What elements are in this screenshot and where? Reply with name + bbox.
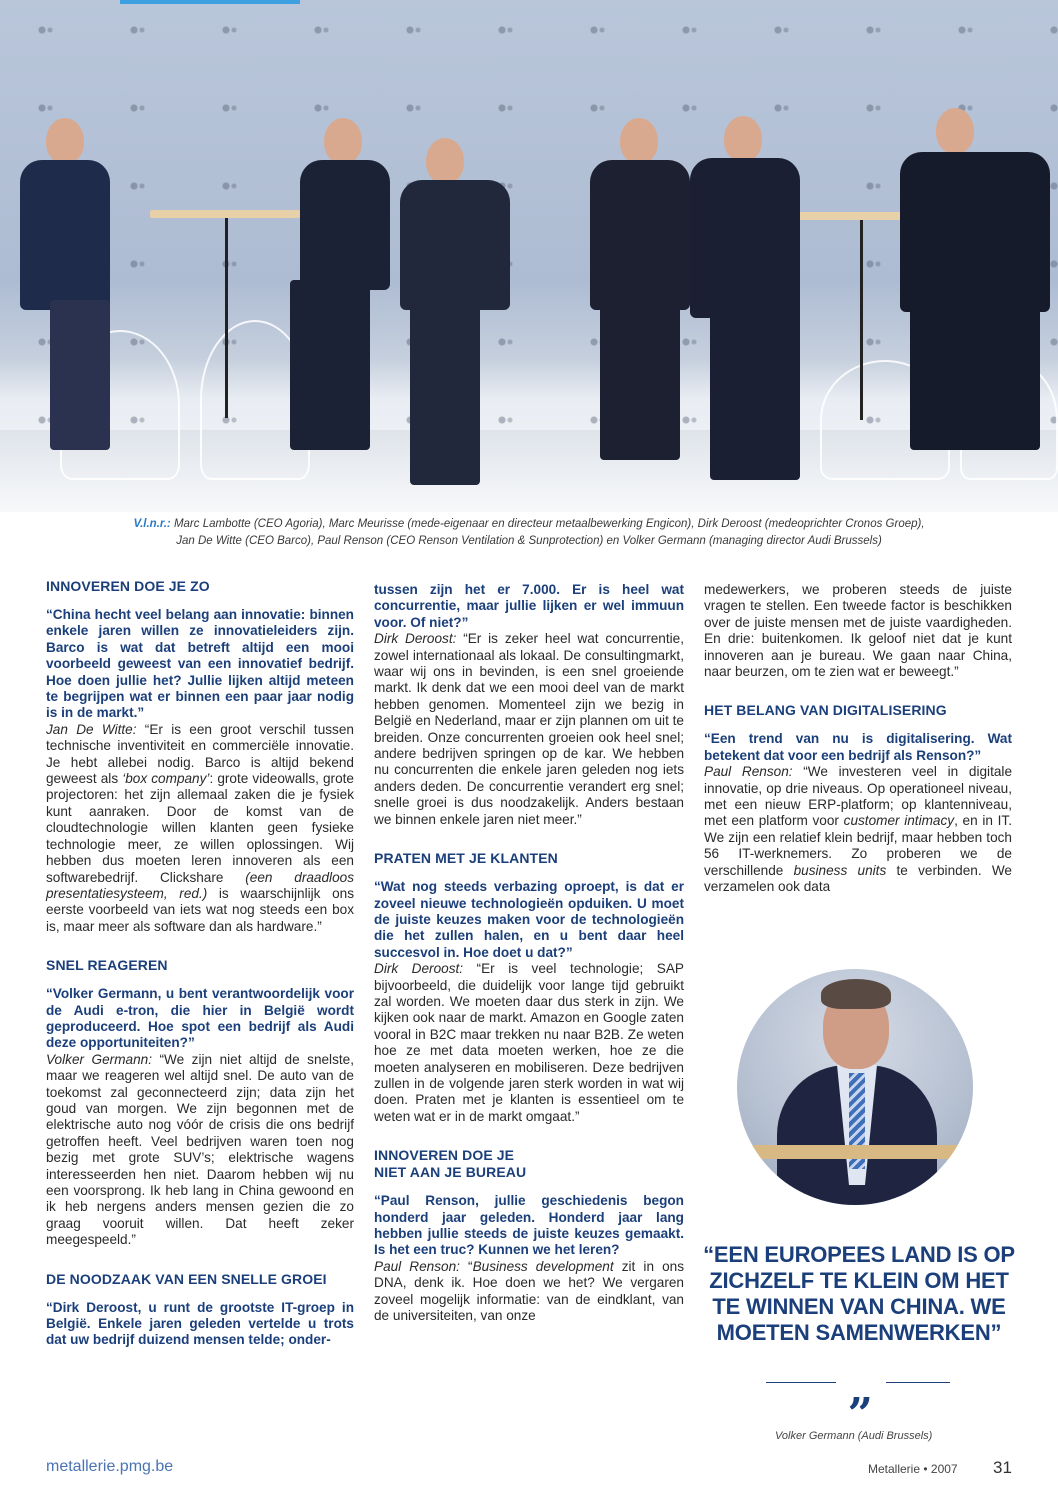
website-link[interactable]: metallerie.pmg.be	[46, 1458, 174, 1475]
section-heading: HET BELANG VAN DIGITALISERING	[704, 702, 947, 719]
quote-divider-right	[886, 1382, 950, 1383]
answer-text: is waarschijnlijk ons eerste voorbeeld van iets wat nog steeds een box is, maar meer als software dan als hardware.”	[46, 885, 355, 934]
section-heading: SNEL REAGEREN	[46, 957, 168, 974]
quote-mark-icon: „	[848, 1364, 874, 1415]
section-heading: INNOVEREN DOE JE ZO	[46, 578, 210, 594]
caption-lead: V.l.n.r.:	[133, 518, 171, 530]
speaker-name: Paul Renson:	[704, 764, 793, 780]
interview-question: tussen zijn het er 7.000. Er is heel wat concurrentie, maar jullie lijken er wel immuun voor. Of niet?”	[374, 582, 684, 630]
answer-text: “Er is zeker heel wat concurrentie, zowel internationaal als lokaal. De consultingmarkt, waar wij ons in bevinden, is een snel groeiende markt. Ik denk dat we een mooi deel van de markt hebben genomen. Momenteel zijn we bezig in België en Nederland, maar er zijn plannen om uit te breiden. Onze concurrenten groeien ook heel snel; andere bedrijven springen op de kar. We hebben nu concurrenten die enkele jaren geleden nog iets anders deden. De concurrentie verandert erg snel; snelle groei is dus noodzakelijk. Anders bestaan we binnen enkele jaren niet meer.”	[374, 631, 684, 827]
answer-emphasis: ‘box company’	[122, 771, 210, 787]
caption-line2: Jan De Witte (CEO Barco), Paul Renson (CEO Renson Ventilation & Sunprotection) en Volker Germann (managing director Audi Brussels)	[176, 535, 882, 547]
answer-text: zit in ons DNA, denk ik. Hoe doen we het? We vergaren zoveel mogelijk informatie: van de eindklant, van de universiteiten, van onze	[374, 1258, 685, 1324]
interview-question: “Volker Germann, u bent verantwoordelijk voor de Audi e-tron, die hier in België wordt geproduceerd. Hoe spot een bedrijf als Audi deze opportuniteiten?”	[46, 986, 354, 1051]
interview-question: “China hecht veel belang aan innovatie: binnen enkele jaren willen ze innovatieleiders zijn. Barco is wat dat betreft altijd een mooi voorbeeld geweest van een innovatief bedrijf. Hoe doen jullie het? Jullie lijken altijd meteen te begrijpen wat er binnen een paar jaar nodig is in de markt.”	[46, 607, 354, 721]
caption-line1: Marc Lambotte (CEO Agoria), Marc Meurisse (mede-eigenaar en directeur metaalbewerking Engicon), Dirk Deroost (medeoprichter Cronos Groep),	[170, 518, 925, 530]
answer-text: te verbinden. We verzamelen ook data	[704, 862, 1012, 895]
table-leg	[225, 218, 228, 418]
pull-quote: “EEN EUROPEES LAND IS OP ZICHZELF TE KLEIN OM HET TE WINNEN VAN CHINA. WE MOETEN SAMENWERKEN”	[703, 1242, 1015, 1345]
section-heading	[374, 1147, 684, 1181]
speaker-name: Dirk Deroost:	[374, 961, 464, 977]
answer-emphasis: business units	[793, 862, 887, 878]
answer-text: “We zijn niet altijd de snelste, maar we reageren wel altijd snel. De auto van de toekomst zal geconnecteerd zijn; data zijn het goud van morgen. We zijn begonnen met de elektrische auto nog vóór de crisis die ons bedrijf getroffen heeft. Veel bedrijven waren toen nog bezig met grote SUV’s; elektrische wagens interesseerden hen niet. Daarom hebben wij nu een voorsprong. Ik heb lang in China gewoond en ik heb nergens anders mensen gezien die zo graag vooruit willen. Dat heeft zeker meegespeeld.”	[46, 1051, 354, 1248]
answer-text: , en in IT. We zijn een relatief klein bedrijf, maar hebben toch 56 IT-werknemers. Zo proberen we de verschillende	[704, 813, 1012, 878]
speaker-name: Dirk Deroost:	[374, 631, 457, 647]
section-heading: PRATEN MET JE KLANTEN	[374, 850, 558, 867]
photo-caption	[0, 516, 1058, 550]
answer-text: “Er is een groot verschil tussen technische inventiviteit en commerciële innovatie. Je hebt allebei nodig. Barco is altijd bekend geweest als	[46, 721, 354, 787]
speaker-name: Jan De Witte:	[46, 721, 137, 737]
interview-question: “Paul Renson, jullie geschiedenis begon honderd jaar geleden. Honderd jaar lang hebben jullie steeds de juiste keuzes gemaakt. Is het een truc? Kunnen we het leren?	[374, 1193, 684, 1258]
section-heading-line: NIET AAN JE BUREAU	[374, 1164, 527, 1181]
answer-text: “	[459, 1258, 473, 1274]
article-column-3	[704, 582, 1012, 896]
issue-label: Metallerie • 2007	[868, 1462, 958, 1476]
standing-table	[150, 210, 300, 218]
quote-attribution: Volker Germann (Audi Brussels)	[775, 1430, 933, 1442]
answer-text: medewerkers, we proberen steeds de juiste vragen te stellen. Een tweede factor is beschikken over de juiste mensen met de juiste vaardigheden. En drie: buitenkomen. Ik geloof niet dat je kunt innoveren aan je bureau. We gaan naar China, naar beurzen, om te zien wat er beweegt.”	[704, 582, 1012, 680]
interview-question: “Wat nog steeds verbazing oproept, is dat er zoveel nieuwe technologieën opduiken. U moet de juiste keuzes maken voor de technologieën die het zullen halen, en u bent daar heel succesvol in. Hoe doet u dat?”	[374, 879, 684, 960]
answer-text: “Er is veel technologie; SAP bijvoorbeeld, die duidelijk voor lange tijd gebruikt zal worden. We moeten daar dus sterk in zijn. We kijken ook naar de markt. Amazon en Google zaten vooral in B2C maar trekken nu naar B2B. Ze weten hoe ze met data moeten werken, hoe ze die moeten analyseren en mobiliseren. Deze bedrijven zullen in de volgende jaren sterk worden in wat wij doen. Praten met je klanten is essentieel om te weten wat er in de markt omgaat.”	[374, 961, 684, 1124]
answer-emphasis: Business development	[472, 1258, 614, 1274]
answer-text: “We investeren veel in digitale innovatie, op drie niveaus. Op operationeel niveau, met een nieuw ERP-platform; op klantenniveau, met een platform voor	[704, 764, 1012, 829]
speaker-name: Volker Germann:	[46, 1051, 152, 1067]
interview-question: “Dirk Deroost, u runt de grootste IT-groep in België. Enkele jaren geleden vertelde u trots dat uw bedrijf duizend mensen telde; onder-	[46, 1299, 354, 1348]
section-heading-line: INNOVEREN DOE JE	[374, 1147, 515, 1164]
photo-stripe	[120, 0, 300, 4]
portrait-photo	[737, 969, 973, 1205]
interview-question: “Een trend van nu is digitalisering. Wat betekent dat voor een bedrijf als Renson?”	[704, 731, 1012, 763]
section-heading: DE NOODZAAK VAN EEN SNELLE GROEI	[46, 1270, 327, 1287]
answer-emphasis: customer intimacy	[843, 813, 955, 829]
answer-text: : grote videowalls, grote projectoren: het zijn allemaal zaken die je fysiek kunt aanraken. Door de komst van de cloudtechnologie willen klanten geen fysieke technologie meer, ze willen oplossingen. Wij hebben dus moeten leren innoveren als een softwarebedrijf. Clickshare	[46, 771, 354, 885]
panel-photo	[0, 0, 1058, 512]
article-column-1	[46, 578, 354, 1349]
page-number: 31	[993, 1458, 1012, 1477]
speaker-name: Paul Renson:	[374, 1258, 460, 1274]
quote-divider-left	[766, 1382, 836, 1383]
table-leg	[860, 220, 863, 420]
article-column-2	[374, 582, 684, 1324]
answer-emphasis: (een draadloos presentatiesysteem, red.)	[46, 869, 354, 901]
